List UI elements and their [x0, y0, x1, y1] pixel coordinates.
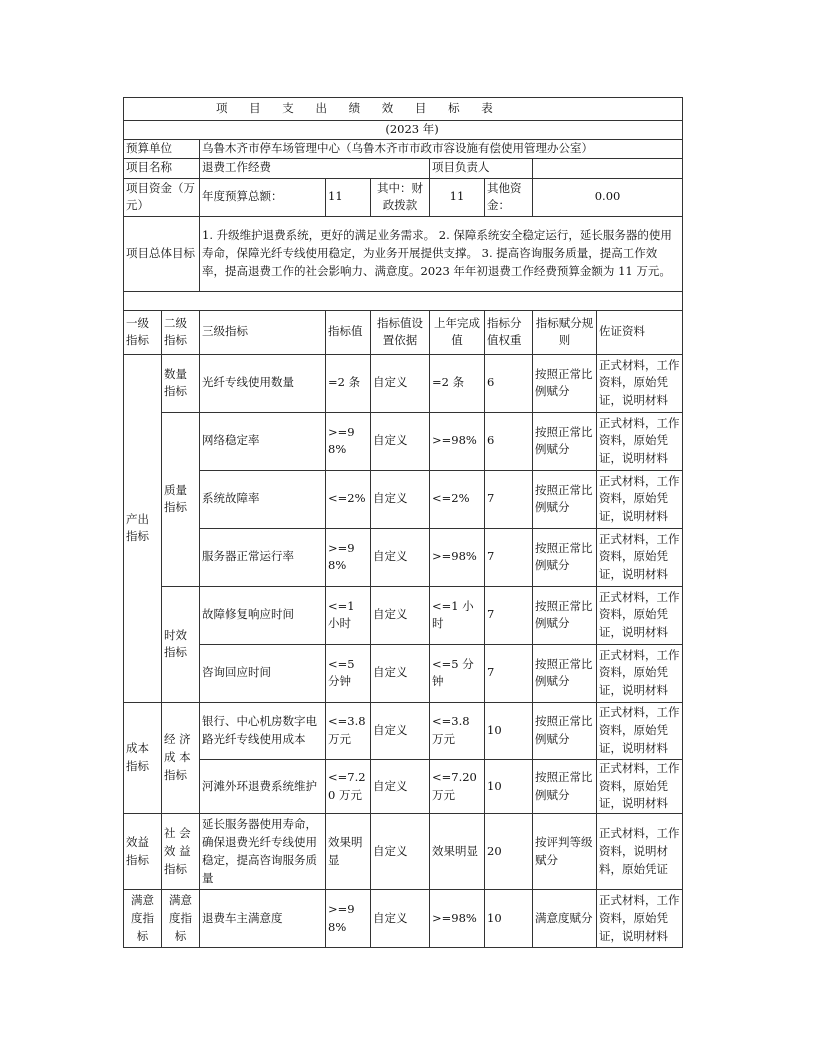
indicator-value: <=2%	[326, 470, 371, 528]
table-row	[124, 586, 683, 644]
table-row	[124, 528, 683, 586]
indicator-basis: 自定义	[371, 412, 430, 470]
header-cell: 指标赋分规则	[533, 310, 597, 354]
indicator-basis: 自定义	[371, 759, 430, 813]
header-cell: 佐证资料	[597, 310, 683, 354]
other-value: 0.00	[533, 178, 683, 216]
level2-quantity: 数量指标	[162, 354, 200, 412]
indicator-value: <=3.8 万元	[326, 702, 371, 759]
evidence: 正式材料，工作资料，原始凭证，说明材料	[597, 759, 683, 813]
level2-timeliness: 时效指标	[162, 586, 200, 702]
budget-unit-label: 预算单位	[124, 139, 200, 158]
last-year-value: <=1 小时	[430, 586, 485, 644]
indicator-value: <=5 分钟	[326, 644, 371, 702]
indicator-weight: 10	[485, 890, 533, 948]
evidence: 正式材料，工作资料，原始凭证，说明材料	[597, 528, 683, 586]
evidence: 正式材料，工作资料，原始凭证，说明材料	[597, 354, 683, 412]
indicator-value: <=1 小时	[326, 586, 371, 644]
scoring-rule: 按照正常比例赋分	[533, 470, 597, 528]
table-row	[124, 814, 683, 890]
indicator-value: =2 条	[326, 354, 371, 412]
scoring-rule: 按照正常比例赋分	[533, 412, 597, 470]
indicator-weight: 7	[485, 644, 533, 702]
performance-target-table	[123, 97, 683, 948]
table-row	[124, 354, 683, 412]
annual-budget-label: 年度预算总额：	[200, 178, 326, 216]
indicator-weight: 7	[485, 528, 533, 586]
level2-satisfaction: 满意度指标	[162, 890, 200, 948]
indicator-basis: 自定义	[371, 814, 430, 890]
performance-target-sheet	[123, 97, 682, 948]
scoring-rule: 按照正常比例赋分	[533, 644, 597, 702]
indicator-name: 银行、中心机房数字电路光纤专线使用成本	[200, 702, 326, 759]
funds-label: 项目资金（万元）	[124, 178, 200, 216]
last-year-value: <=2%	[430, 470, 485, 528]
indicator-name: 服务器正常运行率	[200, 528, 326, 586]
last-year-value: >=98%	[430, 890, 485, 948]
last-year-value: <=5 分钟	[430, 644, 485, 702]
last-year-value: >=98%	[430, 412, 485, 470]
other-label: 其他资金：	[485, 178, 533, 216]
indicator-name: 延长服务器使用寿命，确保退费光纤专线使用稳定，提高咨询服务质量	[200, 814, 326, 890]
indicator-basis: 自定义	[371, 644, 430, 702]
last-year-value: <=7.20 万元	[430, 759, 485, 813]
indicator-value: >=98%	[326, 528, 371, 586]
evidence: 正式材料，工作资料，原始凭证，说明材料	[597, 412, 683, 470]
header-cell: 指标值	[326, 310, 371, 354]
scoring-rule: 按照正常比例赋分	[533, 702, 597, 759]
level1-satisfaction: 满意度指标	[124, 890, 162, 948]
indicator-weight: 7	[485, 470, 533, 528]
table-row	[124, 759, 683, 813]
level1-output: 产出指标	[124, 354, 162, 702]
table-year: (2023 年)	[124, 121, 683, 140]
indicator-weight: 10	[485, 759, 533, 813]
indicator-name: 系统故障率	[200, 470, 326, 528]
evidence: 正式材料，工作资料，原始凭证，说明材料	[597, 890, 683, 948]
indicator-value: >=98%	[326, 412, 371, 470]
overall-goal-label: 项目总体目标	[124, 216, 200, 291]
scoring-rule: 按评判等级赋分	[533, 814, 597, 890]
indicator-weight: 7	[485, 586, 533, 644]
indicator-value: >=98%	[326, 890, 371, 948]
project-leader-value	[533, 158, 683, 178]
indicator-name: 退费车主满意度	[200, 890, 326, 948]
budget-unit-value: 乌鲁木齐市停车场管理中心（乌鲁木齐市市政市容设施有偿使用管理办公室）	[200, 139, 683, 158]
indicator-name: 网络稳定率	[200, 412, 326, 470]
table-row	[124, 644, 683, 702]
project-name-label: 项目名称	[124, 158, 200, 178]
indicator-basis: 自定义	[371, 470, 430, 528]
table-row	[124, 470, 683, 528]
table-row	[124, 890, 683, 948]
indicator-weight: 6	[485, 412, 533, 470]
indicator-value: 效果明显	[326, 814, 371, 890]
indicator-weight: 6	[485, 354, 533, 412]
evidence: 正式材料，工作资料，原始凭证，说明材料	[597, 644, 683, 702]
header-row	[124, 310, 683, 354]
last-year-value: <=3.8 万元	[430, 702, 485, 759]
annual-budget-value: 11	[326, 178, 371, 216]
table-row	[124, 702, 683, 759]
project-name-value: 退费工作经费	[200, 158, 430, 178]
project-leader-label: 项目负责人	[430, 158, 533, 178]
header-cell: 二级指标	[162, 310, 200, 354]
header-cell: 三级指标	[200, 310, 326, 354]
header-cell: 指标分值权重	[485, 310, 533, 354]
scoring-rule: 按照正常比例赋分	[533, 528, 597, 586]
last-year-value: 效果明显	[430, 814, 485, 890]
indicator-value: <=7.20 万元	[326, 759, 371, 813]
indicator-basis: 自定义	[371, 528, 430, 586]
scoring-rule: 按照正常比例赋分	[533, 586, 597, 644]
table-title: 项 目 支 出 绩 效 目 标 表	[124, 98, 683, 121]
last-year-value: >=98%	[430, 528, 485, 586]
indicator-basis: 自定义	[371, 586, 430, 644]
level2-social-benefit: 社 会 效 益 指标	[162, 814, 200, 890]
level2-quality: 质量指标	[162, 412, 200, 586]
fiscal-label: 其中：财政拨款	[371, 178, 430, 216]
fiscal-value: 11	[430, 178, 485, 216]
indicator-name: 光纤专线使用数量	[200, 354, 326, 412]
indicator-name: 咨询回应时间	[200, 644, 326, 702]
scoring-rule: 满意度赋分	[533, 890, 597, 948]
scoring-rule: 按照正常比例赋分	[533, 354, 597, 412]
last-year-value: =2 条	[430, 354, 485, 412]
evidence: 正式材料，工作资料，原始凭证，说明材料	[597, 586, 683, 644]
level1-benefit: 效益指标	[124, 814, 162, 890]
table-row	[124, 412, 683, 470]
level1-cost: 成本指标	[124, 702, 162, 813]
indicator-weight: 10	[485, 702, 533, 759]
header-cell: 上年完成值	[430, 310, 485, 354]
indicator-name: 河滩外环退费系统维护	[200, 759, 326, 813]
scoring-rule: 按照正常比例赋分	[533, 759, 597, 813]
indicator-basis: 自定义	[371, 354, 430, 412]
indicator-basis: 自定义	[371, 702, 430, 759]
evidence: 正式材料，工作资料，原始凭证，说明材料	[597, 702, 683, 759]
header-cell: 一级指标	[124, 310, 162, 354]
indicator-weight: 20	[485, 814, 533, 890]
indicator-name: 故障修复响应时间	[200, 586, 326, 644]
evidence: 正式材料，工作资料，说明材料，原始凭证	[597, 814, 683, 890]
spacer-row	[124, 291, 683, 310]
indicator-basis: 自定义	[371, 890, 430, 948]
level2-economic-cost: 经 济 成 本 指标	[162, 702, 200, 813]
overall-goal-text: 1. 升级维护退费系统，更好的满足业务需求。 2. 保障系统安全稳定运行，延长服务器的使用寿命，保障光纤专线使用稳定，为业务开展提供支撑。 3. 提高咨询服务质量，提高工作效率，提高退费工作的社会影响力、满意度。2023 年年初退费工作经费预算金额为 11 万元。	[200, 216, 683, 291]
evidence: 正式材料，工作资料，原始凭证，说明材料	[597, 470, 683, 528]
header-cell: 指标值设置依据	[371, 310, 430, 354]
